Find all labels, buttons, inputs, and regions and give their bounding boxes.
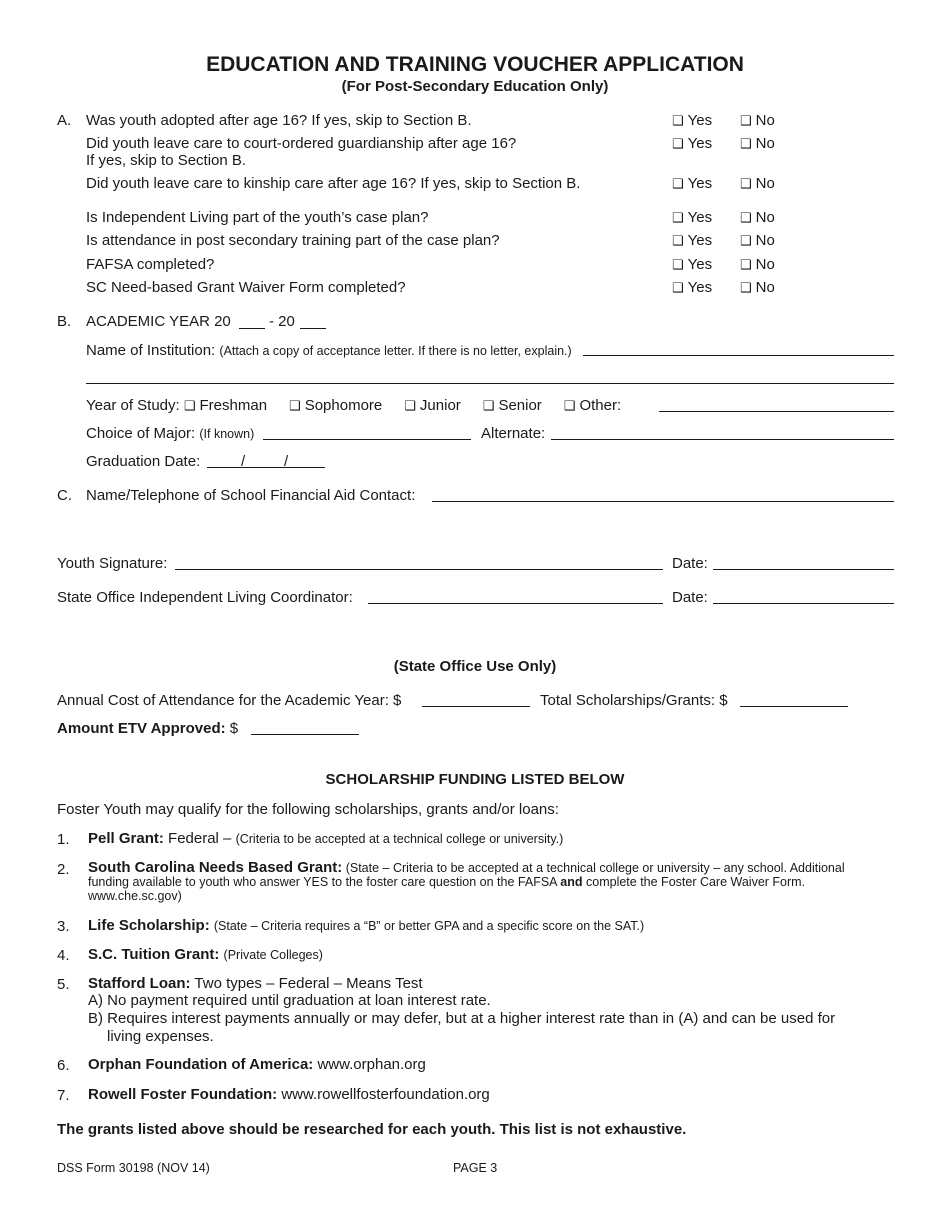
graduation-date-sep-2: / (284, 453, 289, 470)
major-field[interactable] (263, 439, 471, 440)
checkbox-icon: ❑ (672, 281, 684, 296)
checkbox-waiver-yes[interactable]: ❑ Yes (672, 279, 713, 296)
checkbox-icon: ❑ (740, 137, 752, 152)
checkbox-icon: ❑ (482, 399, 495, 414)
scholarship-intro: Foster Youth may qualify for the following scholarships, grants and/or loans: (57, 801, 559, 818)
checkbox-kinship-yes[interactable]: ❑ Yes (672, 175, 713, 192)
scholarship-number: 1. (57, 831, 70, 848)
checkbox-junior[interactable]: ❑ Junior (404, 397, 461, 414)
checkbox-guardianship-yes[interactable]: ❑ Yes (672, 135, 713, 152)
checkbox-icon: ❑ (183, 399, 196, 414)
major-label: Choice of Major: (86, 425, 196, 442)
checkbox-icon: ❑ (740, 211, 752, 226)
state-office-heading: (State Office Use Only) (393, 658, 557, 675)
checkbox-waiver-no[interactable]: ❑ No (740, 279, 775, 296)
stafford-line-b2: living expenses. (107, 1028, 214, 1045)
checkbox-icon: ❑ (740, 114, 752, 129)
checkbox-icon: ❑ (672, 234, 684, 249)
checkbox-adopted-yes[interactable]: ❑ Yes (672, 112, 713, 129)
page-title: EDUCATION AND TRAINING VOUCHER APPLICATION (206, 53, 744, 76)
scholarship-item-rowell: Rowell Foster Foundation: www.rowellfosterfoundation.org (88, 1086, 490, 1103)
checkbox-icon: ❑ (740, 234, 752, 249)
amount-approved-field[interactable] (251, 734, 359, 735)
coordinator-signature-field[interactable] (368, 603, 663, 604)
checkbox-independent-living-yes[interactable]: ❑ Yes (672, 209, 713, 226)
annual-cost-label: Annual Cost of Attendance for the Academic Year: $ (57, 692, 402, 709)
checkbox-icon: ❑ (672, 177, 684, 192)
checkbox-sophomore[interactable]: ❑ Sophomore (289, 397, 383, 414)
year-of-study-row (86, 397, 621, 414)
checkbox-senior[interactable]: ❑ Senior (482, 397, 542, 414)
institution-label-group (86, 342, 572, 359)
question-adopted: Was youth adopted after age 16? If yes, skip to Section B. (86, 112, 472, 129)
institution-note: (Attach a copy of acceptance letter. If there is no letter, explain.) (219, 344, 572, 358)
coordinator-signature-label: State Office Independent Living Coordinator: (57, 589, 353, 606)
annual-cost-field[interactable] (422, 706, 530, 707)
alternate-major-field[interactable] (551, 439, 894, 440)
scholarship-item-life: Life Scholarship: (State – Criteria requires a “B” or better GPA and a specific score on the SAT.) (88, 917, 645, 934)
checkbox-fafsa-yes[interactable]: ❑ Yes (672, 256, 713, 273)
scholarship-number: 5. (57, 976, 70, 993)
checkbox-icon: ❑ (740, 281, 752, 296)
question-guardianship: Did youth leave care to court-ordered guardianship after age 16? (86, 135, 517, 152)
checkbox-icon: ❑ (672, 211, 684, 226)
checkbox-attendance-yes[interactable]: ❑ Yes (672, 232, 713, 249)
checkbox-independent-living-no[interactable]: ❑ No (740, 209, 775, 226)
total-scholarships-field[interactable] (740, 706, 848, 707)
academic-year-label: ACADEMIC YEAR 20 (86, 313, 231, 330)
youth-signature-label: Youth Signature: (57, 555, 168, 572)
institution-field-continued[interactable] (86, 383, 894, 384)
scholarship-number: 7. (57, 1087, 70, 1104)
page-subtitle: (For Post-Secondary Education Only) (341, 78, 609, 95)
checkbox-icon: ❑ (404, 399, 416, 414)
scholarship-heading: SCHOLARSHIP FUNDING LISTED BELOW (325, 771, 625, 788)
scholarship-number: 4. (57, 947, 70, 964)
major-note: (If known) (199, 427, 255, 441)
graduation-date-field[interactable] (207, 467, 325, 468)
total-scholarships-label: Total Scholarships/Grants: $ (540, 692, 728, 709)
checkbox-icon: ❑ (289, 399, 301, 414)
checkbox-icon: ❑ (740, 177, 752, 192)
institution-field[interactable] (583, 355, 894, 356)
question-fafsa: FAFSA completed? (86, 256, 215, 273)
section-c-letter: C. (57, 487, 72, 504)
checkbox-icon: ❑ (672, 258, 684, 273)
institution-label: Name of Institution: (86, 342, 216, 359)
academic-year-start-field[interactable] (239, 328, 265, 329)
section-b-letter: B. (57, 313, 72, 330)
question-kinship: Did youth leave care to kinship care after age 16? If yes, skip to Section B. (86, 175, 581, 192)
year-of-study-label: Year of Study: (86, 397, 180, 414)
question-attendance: Is attendance in post secondary training part of the case plan? (86, 232, 500, 249)
amount-approved-group (57, 720, 238, 737)
alternate-label: Alternate: (481, 425, 546, 442)
graduation-date-sep-1: / (241, 453, 246, 470)
major-label-group (86, 425, 254, 442)
scholarship-number: 6. (57, 1057, 70, 1074)
graduation-label: Graduation Date: (86, 453, 201, 470)
checkbox-freshman[interactable]: ❑ Freshman (183, 397, 268, 414)
checkbox-icon: ❑ (672, 114, 684, 129)
scholarship-number: 3. (57, 918, 70, 935)
checkbox-kinship-no[interactable]: ❑ No (740, 175, 775, 192)
question-waiver: SC Need-based Grant Waiver Form completed? (86, 279, 406, 296)
checkbox-icon: ❑ (740, 258, 752, 273)
academic-year-separator: - 20 (269, 313, 295, 330)
question-independent-living: Is Independent Living part of the youth’s case plan? (86, 209, 429, 226)
financial-aid-contact-field[interactable] (432, 501, 894, 502)
checkbox-fafsa-no[interactable]: ❑ No (740, 256, 775, 273)
scholarship-item-tuition: S.C. Tuition Grant: (Private Colleges) (88, 946, 323, 963)
form-id: DSS Form 30198 (NOV 14) (57, 1161, 210, 1175)
page-number: PAGE 3 (453, 1161, 498, 1175)
scholarship-item-orphan: Orphan Foundation of America: www.orphan.org (88, 1056, 426, 1073)
academic-year-end-field[interactable] (300, 328, 326, 329)
coordinator-date-label: Date: (672, 589, 708, 606)
checkbox-attendance-no[interactable]: ❑ No (740, 232, 775, 249)
coordinator-date-field[interactable] (713, 603, 894, 604)
question-guardianship-line2: If yes, skip to Section B. (86, 152, 247, 169)
scholarship-item-stafford: Stafford Loan: Two types – Federal – Means Test (88, 975, 423, 992)
amount-approved-label: Amount ETV Approved: (57, 720, 226, 737)
stafford-line-a: A) No payment required until graduation at loan interest rate. (88, 992, 491, 1009)
scholarship-number: 2. (57, 861, 70, 878)
scholarship-item-pell: Pell Grant: Federal – (Criteria to be accepted at a technical college or university.) (88, 830, 564, 847)
scholarship-closing-note: The grants listed above should be researched for each youth. This list is not exhaustive. (57, 1121, 687, 1138)
checkbox-guardianship-no[interactable]: ❑ No (740, 135, 775, 152)
checkbox-adopted-no[interactable]: ❑ No (740, 112, 775, 129)
section-a-letter: A. (57, 112, 72, 129)
amount-approved-dollar: $ (229, 720, 239, 737)
stafford-line-b: B) Requires interest payments annually or may defer, but at a higher interest rate than in (A) and can be used for (88, 1010, 836, 1027)
youth-signature-field[interactable] (175, 569, 663, 570)
other-year-field[interactable] (659, 411, 894, 412)
checkbox-icon: ❑ (563, 399, 576, 414)
youth-date-label: Date: (672, 555, 708, 572)
youth-date-field[interactable] (713, 569, 894, 570)
checkbox-icon: ❑ (672, 137, 684, 152)
checkbox-other[interactable]: ❑ Other: (563, 397, 622, 414)
scholarship-item-sc-needs: South Carolina Needs Based Grant: (State – Criteria to be accepted at a technical college or university – any school. Additional funding available to youth who answer YES to the foster care question on the FAFSA and complete the Foster Care Waiver Form. www.che.sc.gov) (88, 859, 845, 903)
financial-aid-contact-label: Name/Telephone of School Financial Aid Contact: (86, 487, 416, 504)
